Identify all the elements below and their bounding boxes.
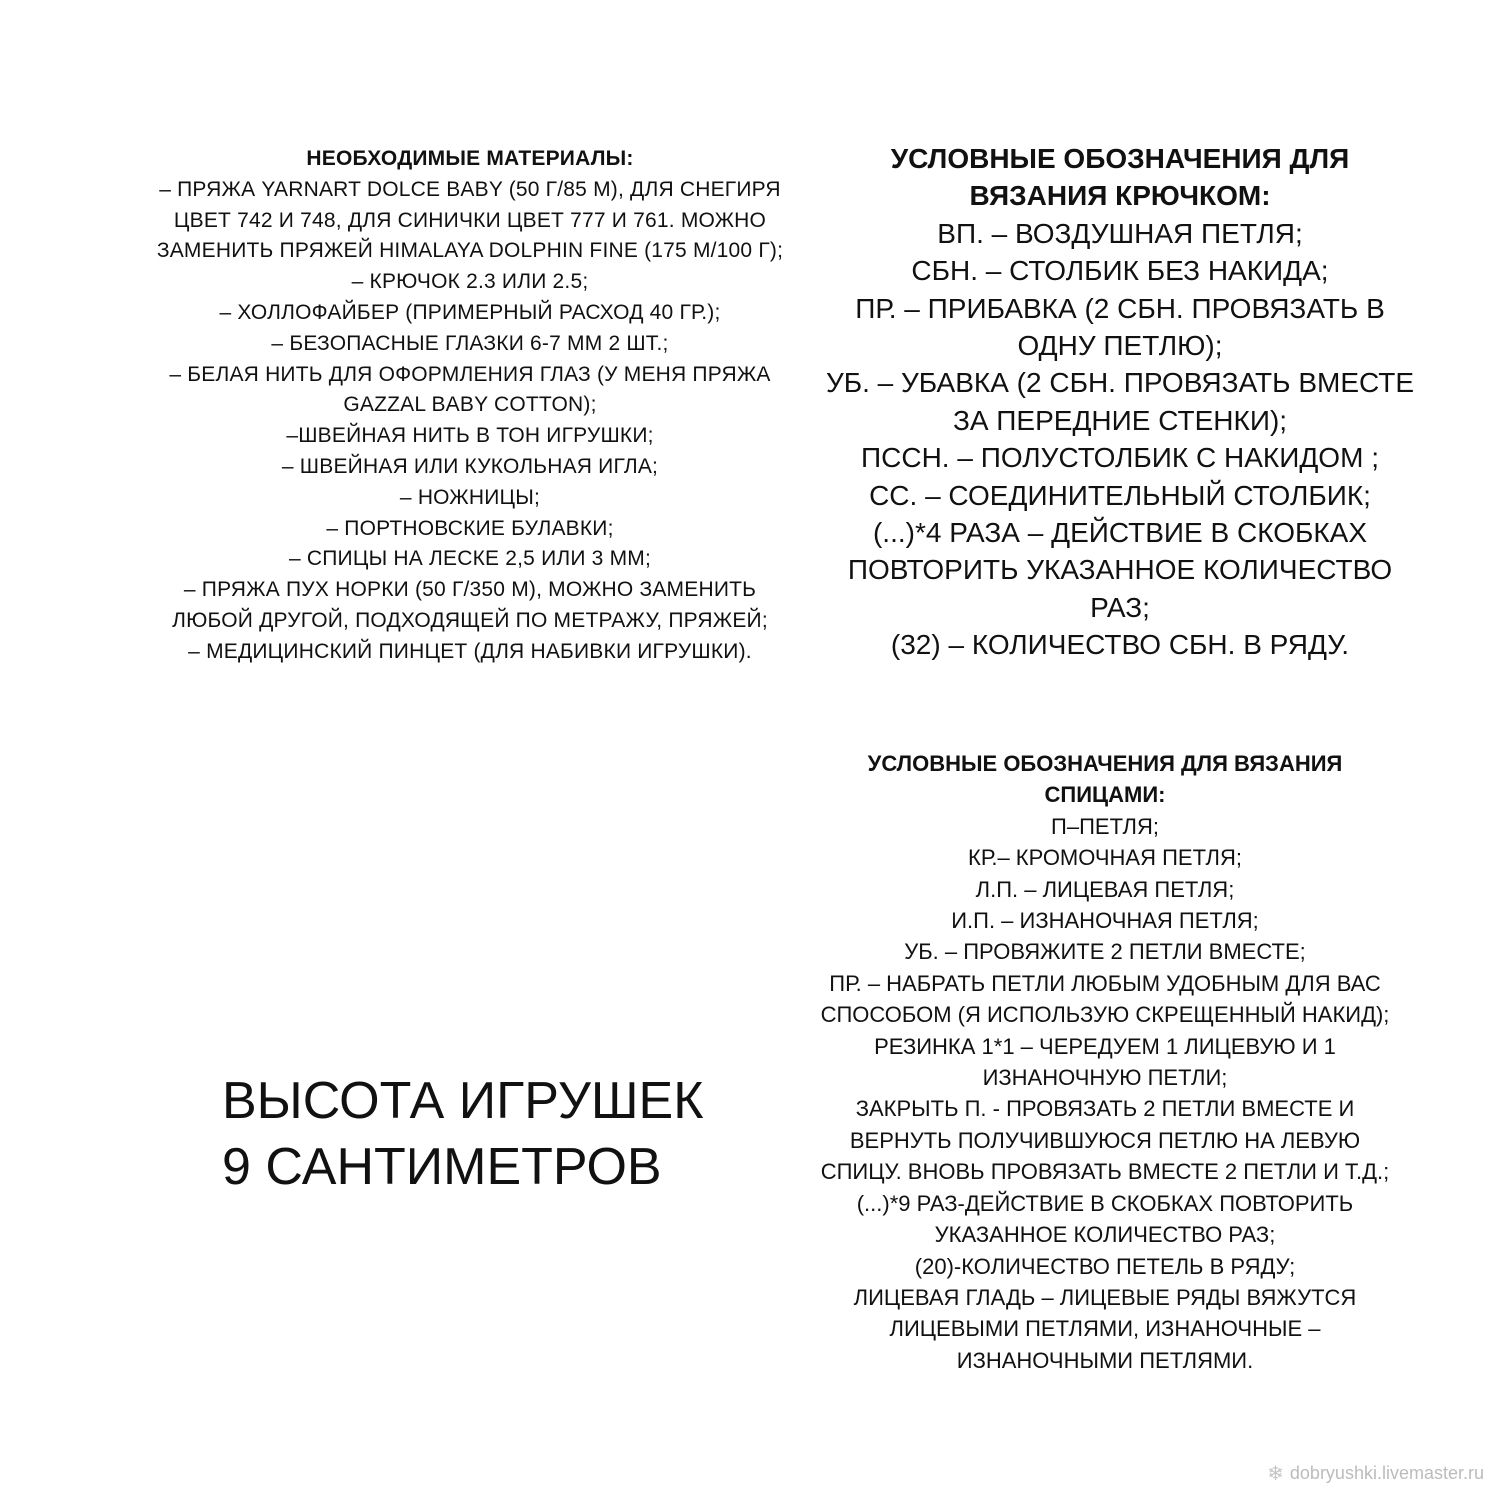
knitting-line: (...)*9 РАЗ-ДЕЙСТВИЕ В СКОБКАХ ПОВТОРИТЬ (856, 1190, 1354, 1216)
knitting-heading: УСЛОВНЫЕ ОБОЗНАЧЕНИЯ ДЛЯ ВЯЗАНИЯ (867, 751, 1343, 776)
knitting-line: СПИЦУ. ВНОВЬ ПРОВЯЗАТЬ ВМЕСТЕ 2 ПЕТЛИ И Т.Д.; (820, 1159, 1390, 1185)
crochet-line: ПР. – ПРИБАВКА (2 СБН. ПРОВЯЗАТЬ В (855, 292, 1385, 324)
crochet-heading: ВЯЗАНИЯ КРЮЧКОМ: (969, 180, 1271, 212)
materials-line: – ПРЯЖА YARNART DOLCE BABY (50 Г/85 М), ДЛЯ СНЕГИРЯ (159, 177, 781, 201)
materials-line: ЦВЕТ 742 И 748, ДЛЯ СИНИЧКИ ЦВЕТ 777 И 761. МОЖНО (173, 208, 767, 232)
materials-line: – КРЮЧОК 2.3 ИЛИ 2.5; (351, 270, 589, 294)
watermark-text: dobryushki.livemaster.ru (1289, 1463, 1484, 1483)
knitting-line: ВЕРНУТЬ ПОЛУЧИВШУЮСЯ ПЕТЛЮ НА ЛЕВУЮ (849, 1127, 1361, 1153)
knitting-line: ИЗНАНОЧНУЮ ПЕТЛИ; (982, 1065, 1228, 1091)
materials-line: – НОЖНИЦЫ; (399, 485, 541, 509)
knitting-line: П–ПЕТЛЯ; (1051, 813, 1159, 839)
crochet-line: РАЗ; (1090, 591, 1150, 623)
knitting-line: ИЗНАНОЧНЫМИ ПЕТЛЯМИ. (956, 1347, 1254, 1373)
knitting-line: ЗАКРЫТЬ П. - ПРОВЯЗАТЬ 2 ПЕТЛИ ВМЕСТЕ И (855, 1096, 1355, 1122)
knitting-line: РЕЗИНКА 1*1 – ЧЕРЕДУЕМ 1 ЛИЦЕВУЮ И 1 (874, 1033, 1336, 1059)
knitting-line: И.П. – ИЗНАНОЧНАЯ ПЕТЛЯ; (951, 908, 1259, 934)
knitting-line: ЛИЦЕВЫМИ ПЕТЛЯМИ, ИЗНАНОЧНЫЕ – (889, 1316, 1321, 1342)
crochet-line: ОДНУ ПЕТЛЮ); (1017, 330, 1223, 362)
materials-line: – ПРЯЖА ПУХ НОРКИ (50 Г/350 М), МОЖНО ЗАМЕНИТЬ (183, 578, 757, 602)
knitting-line: Л.П. – ЛИЦЕВАЯ ПЕТЛЯ; (975, 876, 1235, 902)
crochet-line: ПССН. – ПОЛУСТОЛБИК С НАКИДОМ ; (861, 442, 1379, 474)
materials-line: – ХОЛЛОФАЙБЕР (ПРИМЕРНЫЙ РАСХОД 40 ГР.); (219, 300, 721, 324)
crochet-heading: УСЛОВНЫЕ ОБОЗНАЧЕНИЯ ДЛЯ (890, 143, 1350, 174)
knitting-line: УБ. – ПРОВЯЖИТЕ 2 ПЕТЛИ ВМЕСТЕ; (904, 939, 1306, 965)
crochet-line: ЗА ПЕРЕДНИЕ СТЕНКИ); (952, 404, 1288, 436)
knitting-line: ПР. – НАБРАТЬ ПЕТЛИ ЛЮБЫМ УДОБНЫМ ДЛЯ ВАС (829, 970, 1381, 996)
materials-section (110, 144, 830, 668)
knitting-line: ЛИЦЕВАЯ ГЛАДЬ – ЛИЦЕВЫЕ РЯДЫ ВЯЖУТСЯ (853, 1284, 1357, 1310)
snowflake-icon: ❄ (1267, 1463, 1284, 1485)
materials-line: – МЕДИЦИНСКИЙ ПИНЦЕТ (ДЛЯ НАБИВКИ ИГРУШКИ). (188, 639, 752, 663)
materials-line: –ШВЕЙНАЯ НИТЬ В ТОН ИГРУШКИ; (286, 424, 654, 448)
knitting-heading: СПИЦАМИ: (1044, 782, 1166, 808)
materials-heading: НЕОБХОДИМЫЕ МАТЕРИАЛЫ: (306, 147, 634, 170)
crochet-line: ПОВТОРИТЬ УКАЗАННОЕ КОЛИЧЕСТВО (847, 554, 1393, 586)
materials-line: – ПОРТНОВСКИЕ БУЛАВКИ; (326, 516, 614, 540)
knitting-legend-section (760, 748, 1450, 1376)
knitting-line: УКАЗАННОЕ КОЛИЧЕСТВО РАЗ; (934, 1222, 1276, 1248)
materials-line: GAZZAL BABY COTTON); (343, 393, 597, 417)
crochet-line: УБ. – УБАВКА (2 СБН. ПРОВЯЗАТЬ ВМЕСТЕ (825, 367, 1415, 399)
materials-line: ЛЮБОЙ ДРУГОЙ, ПОДХОДЯЩЕЙ ПО МЕТРАЖУ, ПРЯЖЕЙ; (172, 608, 768, 632)
materials-line: – БЕЛАЯ НИТЬ ДЛЯ ОФОРМЛЕНИЯ ГЛАЗ (У МЕНЯ ПРЯЖА (169, 362, 771, 386)
knitting-line: (20)-КОЛИЧЕСТВО ПЕТЕЛЬ В РЯДУ; (914, 1253, 1296, 1279)
materials-line: – СПИЦЫ НА ЛЕСКЕ 2,5 ИЛИ 3 ММ; (288, 547, 652, 571)
crochet-line: ВП. – ВОЗДУШНАЯ ПЕТЛЯ; (937, 217, 1303, 249)
crochet-line: СС. – СОЕДИНИТЕЛЬНЫЙ СТОЛБИК; (869, 479, 1371, 511)
toy-height-line: ВЫСОТА ИГРУШЕК (222, 1072, 704, 1130)
crochet-line: СБН. – СТОЛБИК БЕЗ НАКИДА; (911, 255, 1329, 287)
materials-line: – ШВЕЙНАЯ ИЛИ КУКОЛЬНАЯ ИГЛА; (281, 454, 659, 478)
crochet-line: (...)*4 РАЗА – ДЕЙСТВИЕ В СКОБКАХ (872, 517, 1368, 549)
knitting-line: КР.– КРОМОЧНАЯ ПЕТЛЯ; (968, 845, 1242, 871)
materials-line: – БЕЗОПАСНЫЕ ГЛАЗКИ 6-7 ММ 2 ШТ.; (271, 331, 669, 355)
materials-line: ЗАМЕНИТЬ ПРЯЖЕЙ HIMALAYA DOLPHIN FINE (175 М/100 Г); (156, 239, 784, 263)
crochet-legend-section (800, 140, 1440, 664)
knitting-line: СПОСОБОМ (Я ИСПОЛЬЗУЮ СКРЕЩЕННЫЙ НАКИД); (820, 1002, 1390, 1028)
crochet-line: (32) – КОЛИЧЕСТВО СБН. В РЯДУ. (890, 629, 1350, 661)
toy-height-note (222, 1068, 703, 1200)
watermark (1267, 1461, 1484, 1486)
toy-height-line: 9 САНТИМЕТРОВ (222, 1138, 662, 1196)
